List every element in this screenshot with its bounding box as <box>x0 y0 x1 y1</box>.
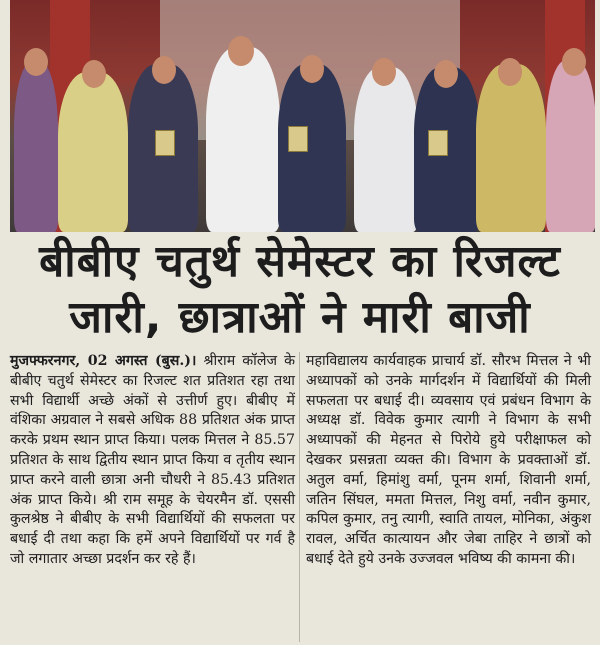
photo-person-head <box>228 36 254 66</box>
award-plaque <box>428 130 448 156</box>
article-column-left <box>10 352 295 570</box>
photo-person <box>206 47 280 232</box>
photo-person-head <box>434 60 458 88</box>
award-plaque <box>155 130 175 156</box>
headline-line-2: जारी, छात्राओं ने मारी बाजी <box>69 292 531 343</box>
photo-person-head <box>300 55 324 83</box>
article-body-right: महाविद्यालय कार्यवाहक प्राचार्य डॉ. सौरभ मित्तल ने भी अध्यापकों को उनके मार्गदर्शन में विद्यार्थियों की मिली सफलता पर बधाई दी। व्यवसाय एवं प्रबंधन विभाग के अध्यक्ष डॉ. विवेक कुमार त्यागी ने विभाग के सभी अध्यापकों की मेहनत से पिरोये हुये परीक्षाफल को देखकर प्रसन्नता व्यक्त की। विभाग के प्रवक्ताओं डॉ. अतुल वर्मा, हिमांशु वर्मा, पूनम शर्मा, शिवानी शर्मा, जतिन सिंघल, ममता मित्तल, निशु वर्मा, नवीन कुमार, कपिल कुमार, तनु त्यागी, स्वाति तायल, मोनिका, अंकुश रावल, अर्चित कात्यायन और जेबा ताहिर ने छात्रों को बधाई देते हुये उनके उज्जवल भविष्य की कामना की। <box>306 353 591 567</box>
column-divider <box>299 352 300 642</box>
award-plaque <box>288 126 308 152</box>
photo-person-head <box>82 60 106 88</box>
article-column-right <box>306 352 591 570</box>
photo-person-head <box>152 56 176 84</box>
photo-person <box>354 67 418 232</box>
photo-person <box>58 72 128 232</box>
photo-person-head <box>562 48 586 76</box>
photo-person <box>476 64 546 232</box>
photo-person <box>14 62 58 232</box>
article-body-left: श्रीराम कॉलेज के बीबीए चतुर्थ सेमेस्टर का रिजल्ट शत प्रतिशत रहा तथा सभी विद्यार्थी अच्छे अंकों से उत्तीर्ण हुए। बीबीए में वंशिका अग्रवाल ने सबसे अधिक 88 प्रतिशत अंक प्राप्त करके प्रथम स्थान प्राप्त किया। पलक मित्तल ने 85.57 प्रतिशत के साथ द्वितीय स्थान प्राप्त किया व तृतीय स्थान प्राप्त करने वाली छात्रा अनी चौधरी ने 85.43 प्रतिशत अंक प्राप्त किये। श्री राम समूह के चेयरमैन डॉ. एससी कुलश्रेष्ठ ने बीबीए के सभी विद्यार्थियों की सफलता पर बधाई दी तथा कहा कि हमें अपने विद्यार्थियों पर गर्व है जो लगातार अच्छा प्रदर्शन कर रहे हैं। <box>10 353 295 567</box>
news-photo <box>10 0 595 232</box>
photo-person-head <box>498 58 522 86</box>
photo-person <box>546 60 595 232</box>
photo-person-head <box>372 58 396 86</box>
article-dateline: मुजफ्फरनगर, 02 अगस्त (बुस.)। <box>10 353 197 369</box>
photo-person-head <box>24 48 48 76</box>
headline-line-1: बीबीए चतुर्थ सेमेस्टर का रिजल्ट <box>39 236 561 287</box>
